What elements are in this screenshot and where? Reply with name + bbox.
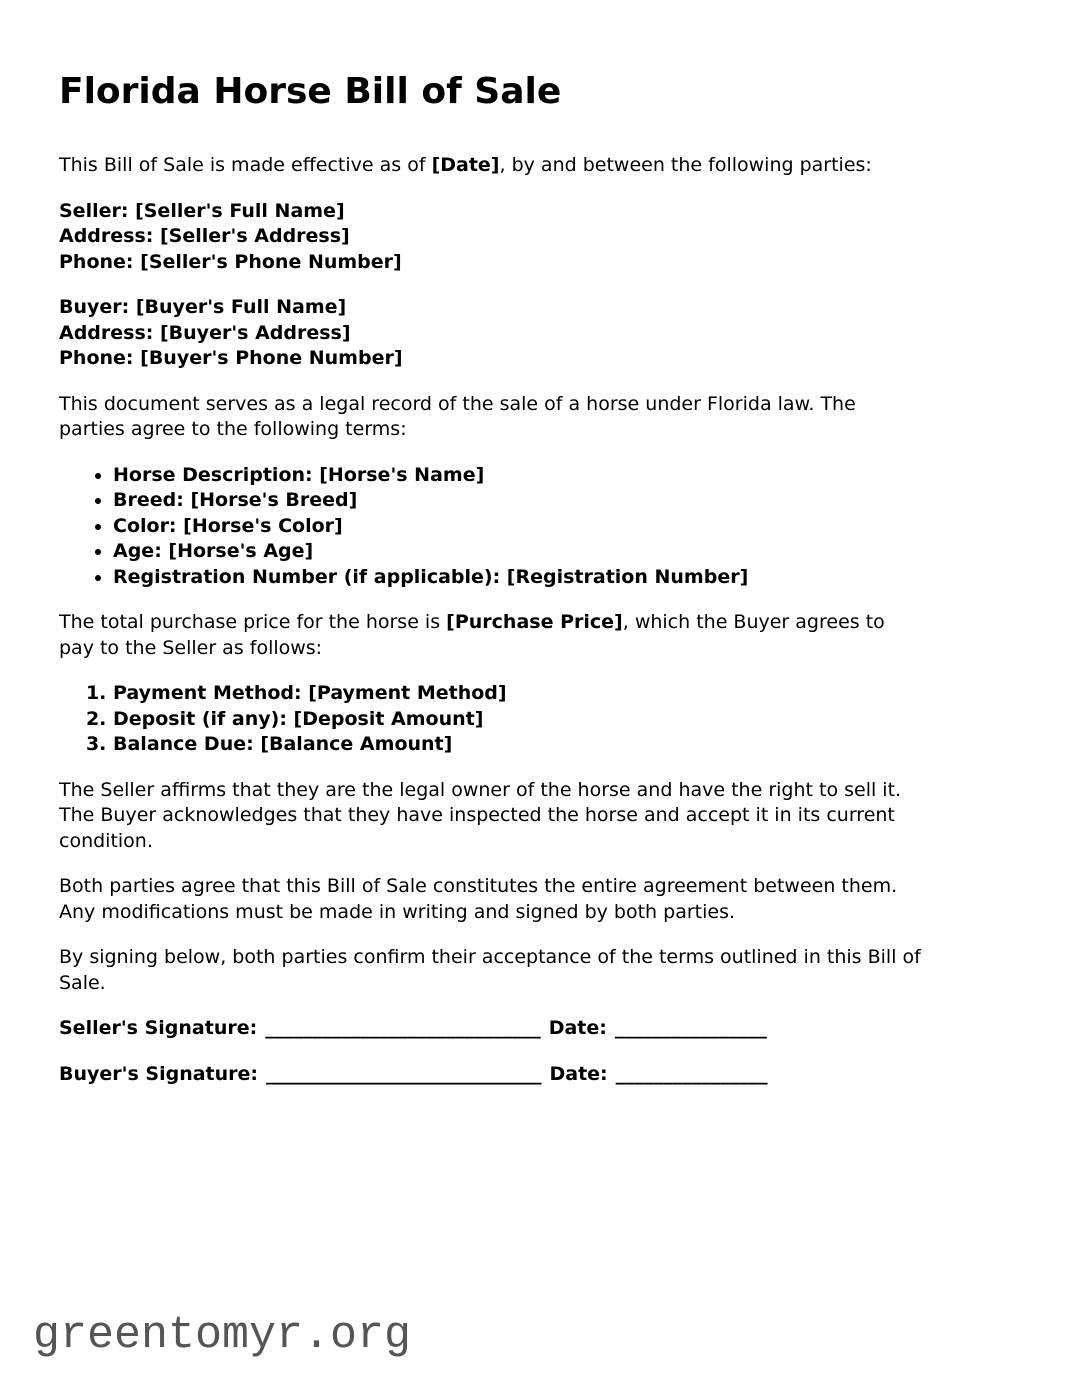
seller-date-label: Date:: [548, 1017, 607, 1039]
deposit-item: 2. Deposit (if any): [Deposit Amount]: [113, 707, 1014, 733]
buyer-signature-label: Buyer's Signature:: [59, 1062, 258, 1085]
intro-suffix: , by and between the following parties:: [499, 154, 872, 176]
horse-color-item: • Color: [Horse's Color]: [113, 514, 1014, 540]
horse-description-item: • Horse Description: [Horse's Name]: [113, 463, 1014, 489]
purchase-price-paragraph: The total purchase price for the horse is [Purchase Price], which the Buyer agrees to pay to the Seller as follows:: [59, 611, 885, 659]
buyer-phone-line: Phone: [Buyer's Phone Number]: [59, 347, 403, 369]
entire-agreement-paragraph: Both parties agree that this Bill of Sale constitutes the entire agreement between them. Any modifications must be made in writing and signed by both parties.: [59, 875, 898, 923]
acceptance-paragraph: By signing below, both parties confirm their acceptance of the terms outlined in this Bill of Sale.: [59, 946, 921, 994]
buyer-date-blank: ________________: [615, 1062, 768, 1085]
intro-paragraph: [59, 153, 1014, 179]
seller-info-block: [59, 199, 1014, 276]
purchase-price-placeholder: [Purchase Price]: [446, 611, 623, 633]
legal-record-paragraph: This document serves as a legal record of the sale of a horse under Florida law. The parties agree to the following terms:: [59, 392, 856, 440]
balance-due-item: 3. Balance Due: [Balance Amount]: [113, 732, 1014, 758]
watermark-text: greentomyr.org: [33, 1310, 412, 1361]
affirmation-paragraph: The Seller affirms that they are the legal owner of the horse and have the right to sell it. The Buyer acknowledges that they have inspected the horse and accept it in its current condition.: [59, 778, 902, 852]
seller-address-line: Address: [Seller's Address]: [59, 225, 350, 247]
buyer-name-line: Buyer: [Buyer's Full Name]: [59, 296, 347, 318]
payment-method-item: 1. Payment Method: [Payment Method]: [113, 681, 1014, 707]
buyer-signature-row: [59, 1062, 1014, 1088]
seller-date-blank: ________________: [614, 1017, 767, 1039]
seller-name-line: Seller: [Seller's Full Name]: [59, 199, 345, 222]
intro-prefix: This Bill of Sale is made effective as of: [59, 154, 432, 176]
buyer-date-label: Date:: [549, 1062, 608, 1085]
seller-signature-label: Seller's Signature:: [59, 1017, 258, 1039]
seller-signature-blank: _____________________________: [265, 1017, 541, 1039]
buyer-signature-blank: _____________________________: [266, 1062, 542, 1085]
date-placeholder: [Date]: [431, 154, 500, 176]
horse-registration-item: • Registration Number (if applicable): [Registration Number]: [113, 565, 1014, 591]
buyer-info-block: [59, 295, 1014, 372]
payment-terms-list: [59, 681, 1014, 758]
page-title: Florida Horse Bill of Sale: [59, 71, 562, 112]
buyer-address-line: Address: [Buyer's Address]: [59, 321, 351, 344]
horse-breed-item: • Breed: [Horse's Breed]: [113, 488, 1014, 514]
seller-phone-line: Phone: [Seller's Phone Number]: [59, 250, 402, 273]
seller-signature-row: [59, 1016, 1014, 1042]
horse-details-list: [59, 463, 1014, 591]
horse-age-item: • Age: [Horse's Age]: [113, 539, 1014, 565]
